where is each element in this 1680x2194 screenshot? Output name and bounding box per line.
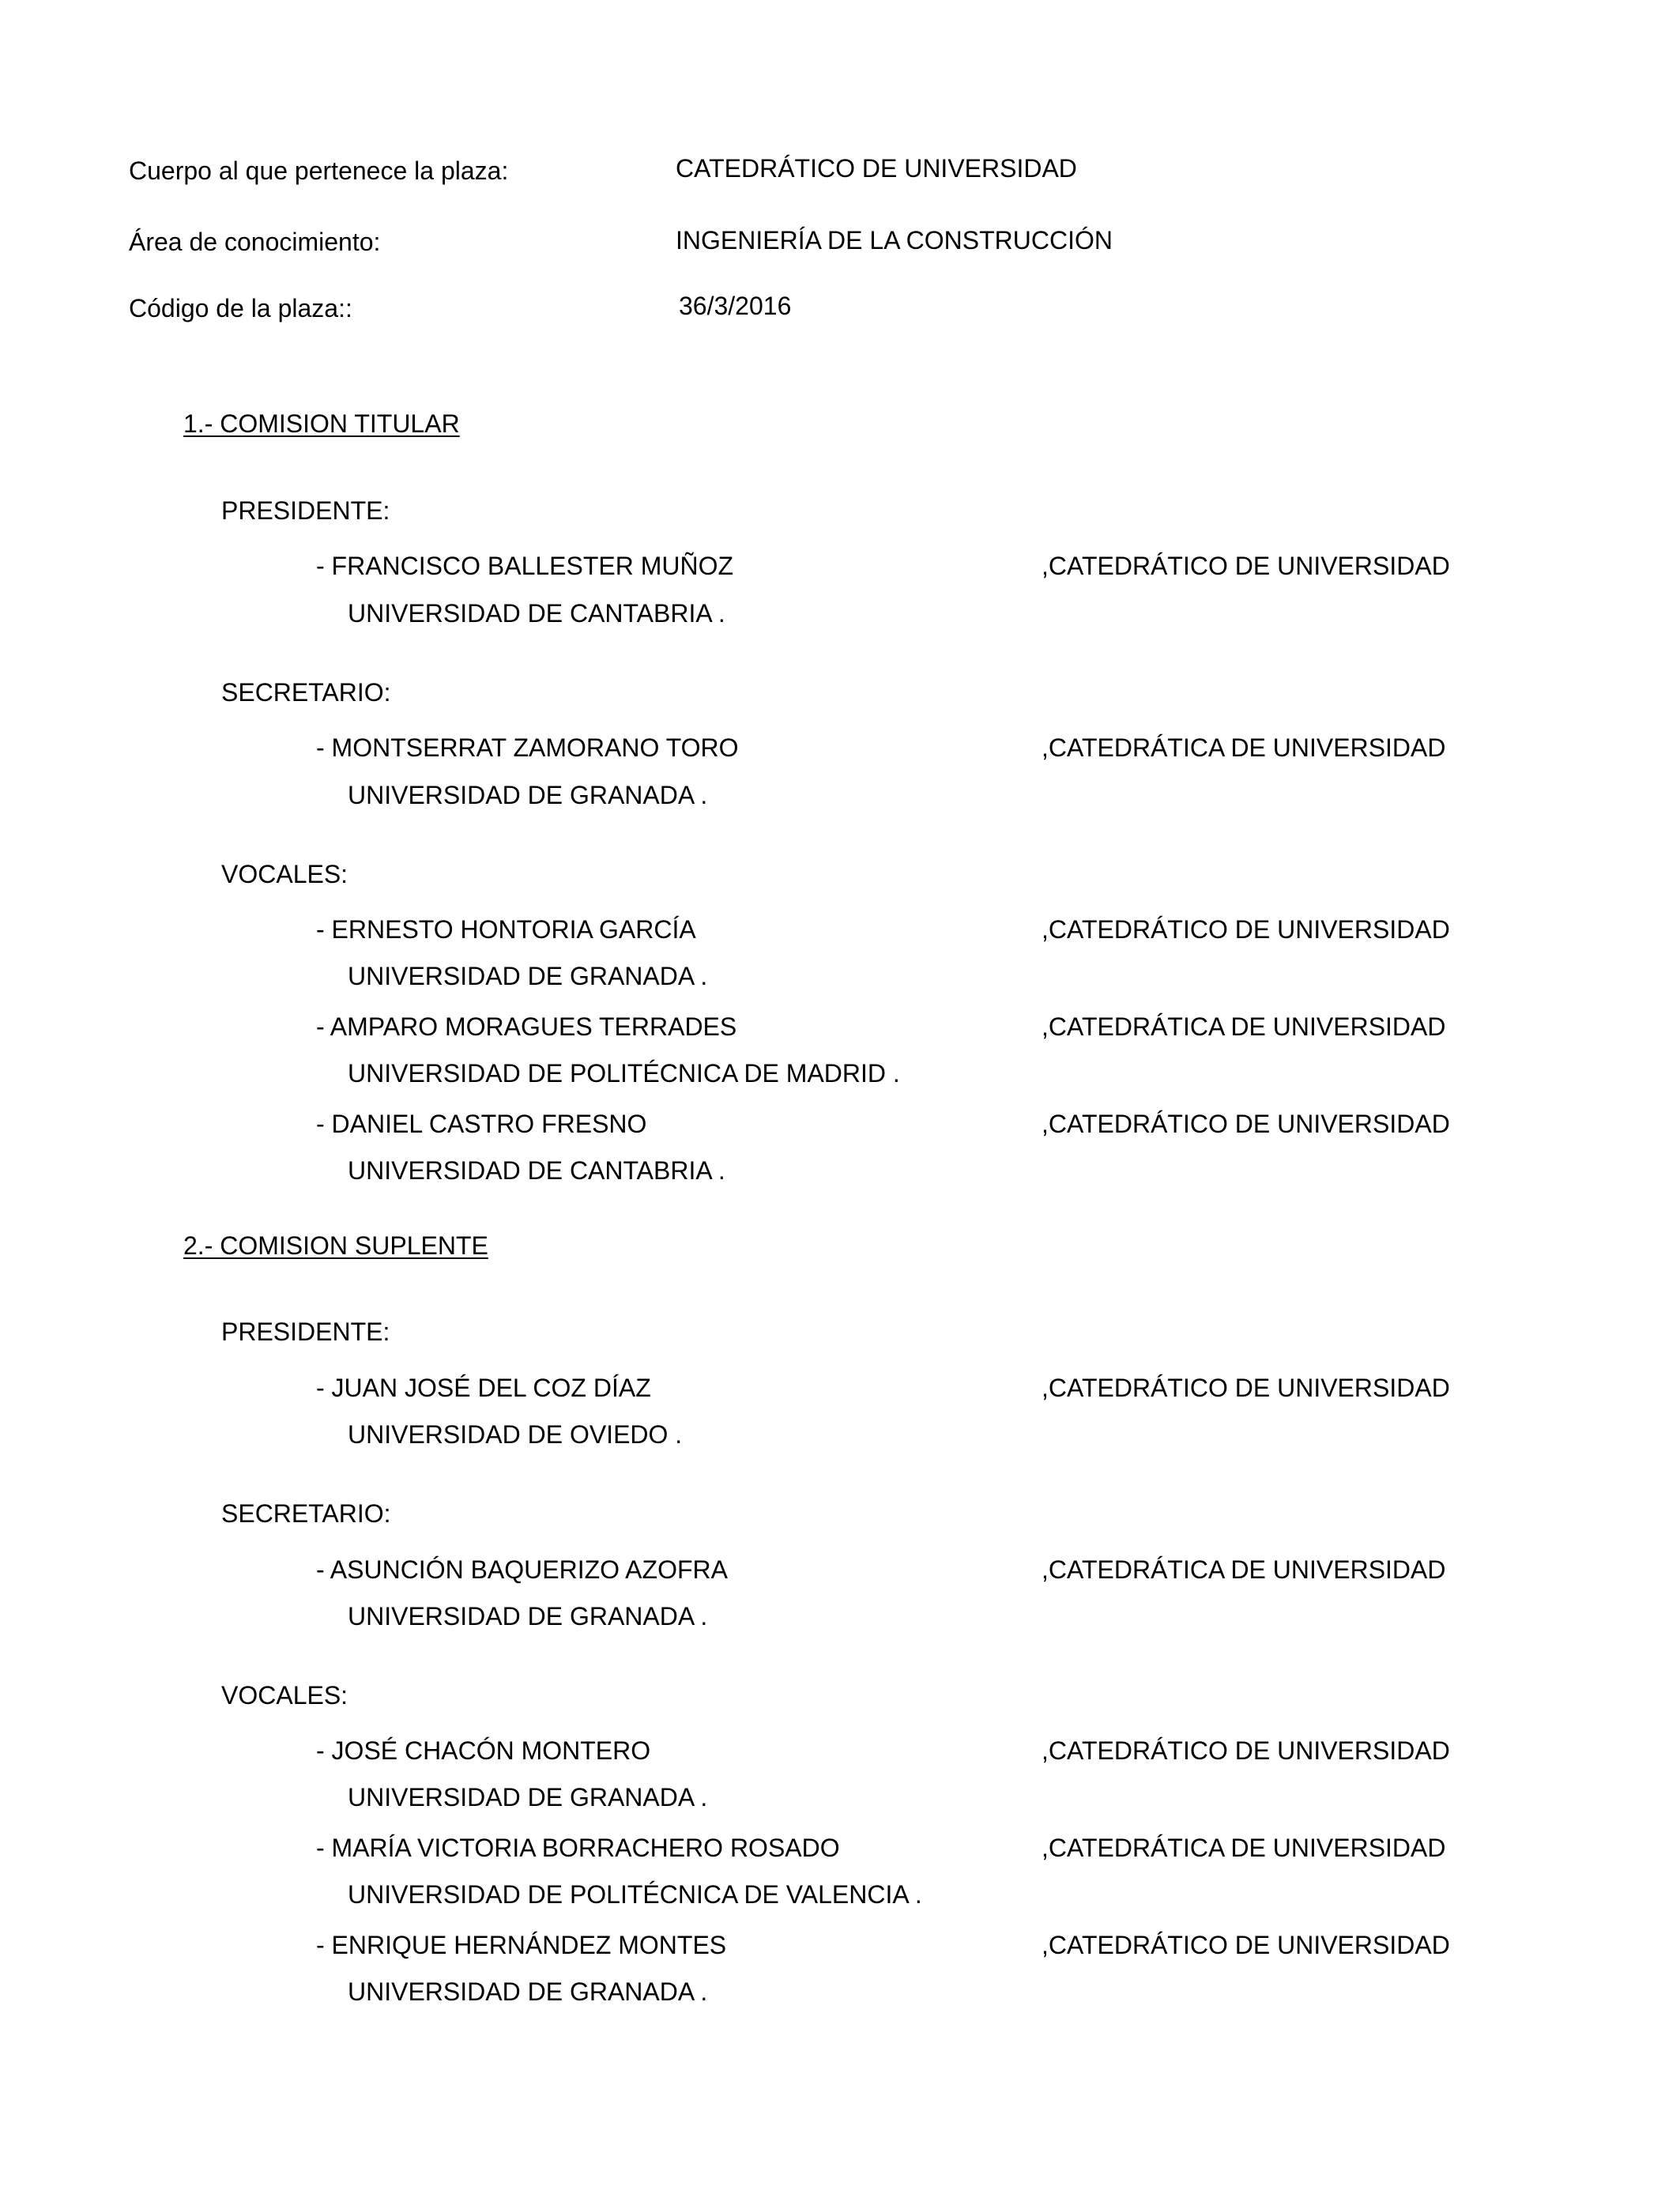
member-name: - AMPARO MORAGUES TERRADES [316, 1012, 737, 1041]
member-name: - ENRIQUE HERNÁNDEZ MONTES [316, 1931, 727, 1959]
role-label-secretario: SECRETARIO: [221, 1499, 391, 1528]
codigo-value: 36/3/2016 [679, 292, 792, 320]
member-university: UNIVERSIDAD DE GRANADA . [348, 1783, 708, 1811]
member-name: - JOSÉ CHACÓN MONTERO [316, 1736, 651, 1765]
area-label: Área de conocimiento: [129, 228, 381, 256]
member-university: UNIVERSIDAD DE GRANADA . [348, 781, 708, 809]
section-heading-titular: 1.- COMISION TITULAR [183, 409, 460, 438]
member-rank: ,CATEDRÁTICA DE UNIVERSIDAD [1042, 1012, 1446, 1041]
member-name: - MONTSERRAT ZAMORANO TORO [316, 733, 739, 762]
role-label-vocales: VOCALES: [221, 860, 348, 888]
member-rank: ,CATEDRÁTICO DE UNIVERSIDAD [1042, 1931, 1450, 1959]
member-name: - ERNESTO HONTORIA GARCÍA [316, 915, 696, 944]
area-value: INGENIERÍA DE LA CONSTRUCCIÓN [676, 226, 1113, 254]
member-rank: ,CATEDRÁTICO DE UNIVERSIDAD [1042, 552, 1450, 580]
member-name: - MARÍA VICTORIA BORRACHERO ROSADO [316, 1834, 840, 1862]
role-label-presidente: PRESIDENTE: [221, 496, 390, 525]
role-label-presidente: PRESIDENTE: [221, 1318, 390, 1346]
member-university: UNIVERSIDAD DE CANTABRIA . [348, 1156, 725, 1185]
member-university: UNIVERSIDAD DE GRANADA . [348, 962, 708, 990]
member-university: UNIVERSIDAD DE OVIEDO . [348, 1420, 683, 1449]
member-rank: ,CATEDRÁTICA DE UNIVERSIDAD [1042, 733, 1446, 762]
member-name: - FRANCISCO BALLESTER MUÑOZ [316, 552, 734, 580]
cuerpo-value: CATEDRÁTICO DE UNIVERSIDAD [676, 154, 1077, 183]
member-rank: ,CATEDRÁTICO DE UNIVERSIDAD [1042, 1110, 1450, 1138]
section-heading-suplente: 2.- COMISION SUPLENTE [183, 1231, 488, 1260]
member-university: UNIVERSIDAD DE POLITÉCNICA DE MADRID . [348, 1059, 900, 1088]
member-rank: ,CATEDRÁTICO DE UNIVERSIDAD [1042, 1736, 1450, 1765]
codigo-label: Código de la plaza:: [129, 294, 352, 322]
role-label-vocales: VOCALES: [221, 1681, 348, 1710]
role-label-secretario: SECRETARIO: [221, 678, 391, 707]
member-university: UNIVERSIDAD DE GRANADA . [348, 1977, 708, 2006]
member-name: - DANIEL CASTRO FRESNO [316, 1110, 647, 1138]
member-university: UNIVERSIDAD DE POLITÉCNICA DE VALENCIA . [348, 1880, 922, 1909]
member-rank: ,CATEDRÁTICO DE UNIVERSIDAD [1042, 915, 1450, 944]
cuerpo-label: Cuerpo al que pertenece la plaza: [129, 156, 509, 185]
member-name: - ASUNCIÓN BAQUERIZO AZOFRA [316, 1555, 728, 1584]
member-university: UNIVERSIDAD DE GRANADA . [348, 1602, 708, 1630]
member-rank: ,CATEDRÁTICA DE UNIVERSIDAD [1042, 1555, 1446, 1584]
member-name: - JUAN JOSÉ DEL COZ DÍAZ [316, 1374, 651, 1402]
member-university: UNIVERSIDAD DE CANTABRIA . [348, 599, 725, 628]
member-rank: ,CATEDRÁTICO DE UNIVERSIDAD [1042, 1374, 1450, 1402]
member-rank: ,CATEDRÁTICA DE UNIVERSIDAD [1042, 1834, 1446, 1862]
